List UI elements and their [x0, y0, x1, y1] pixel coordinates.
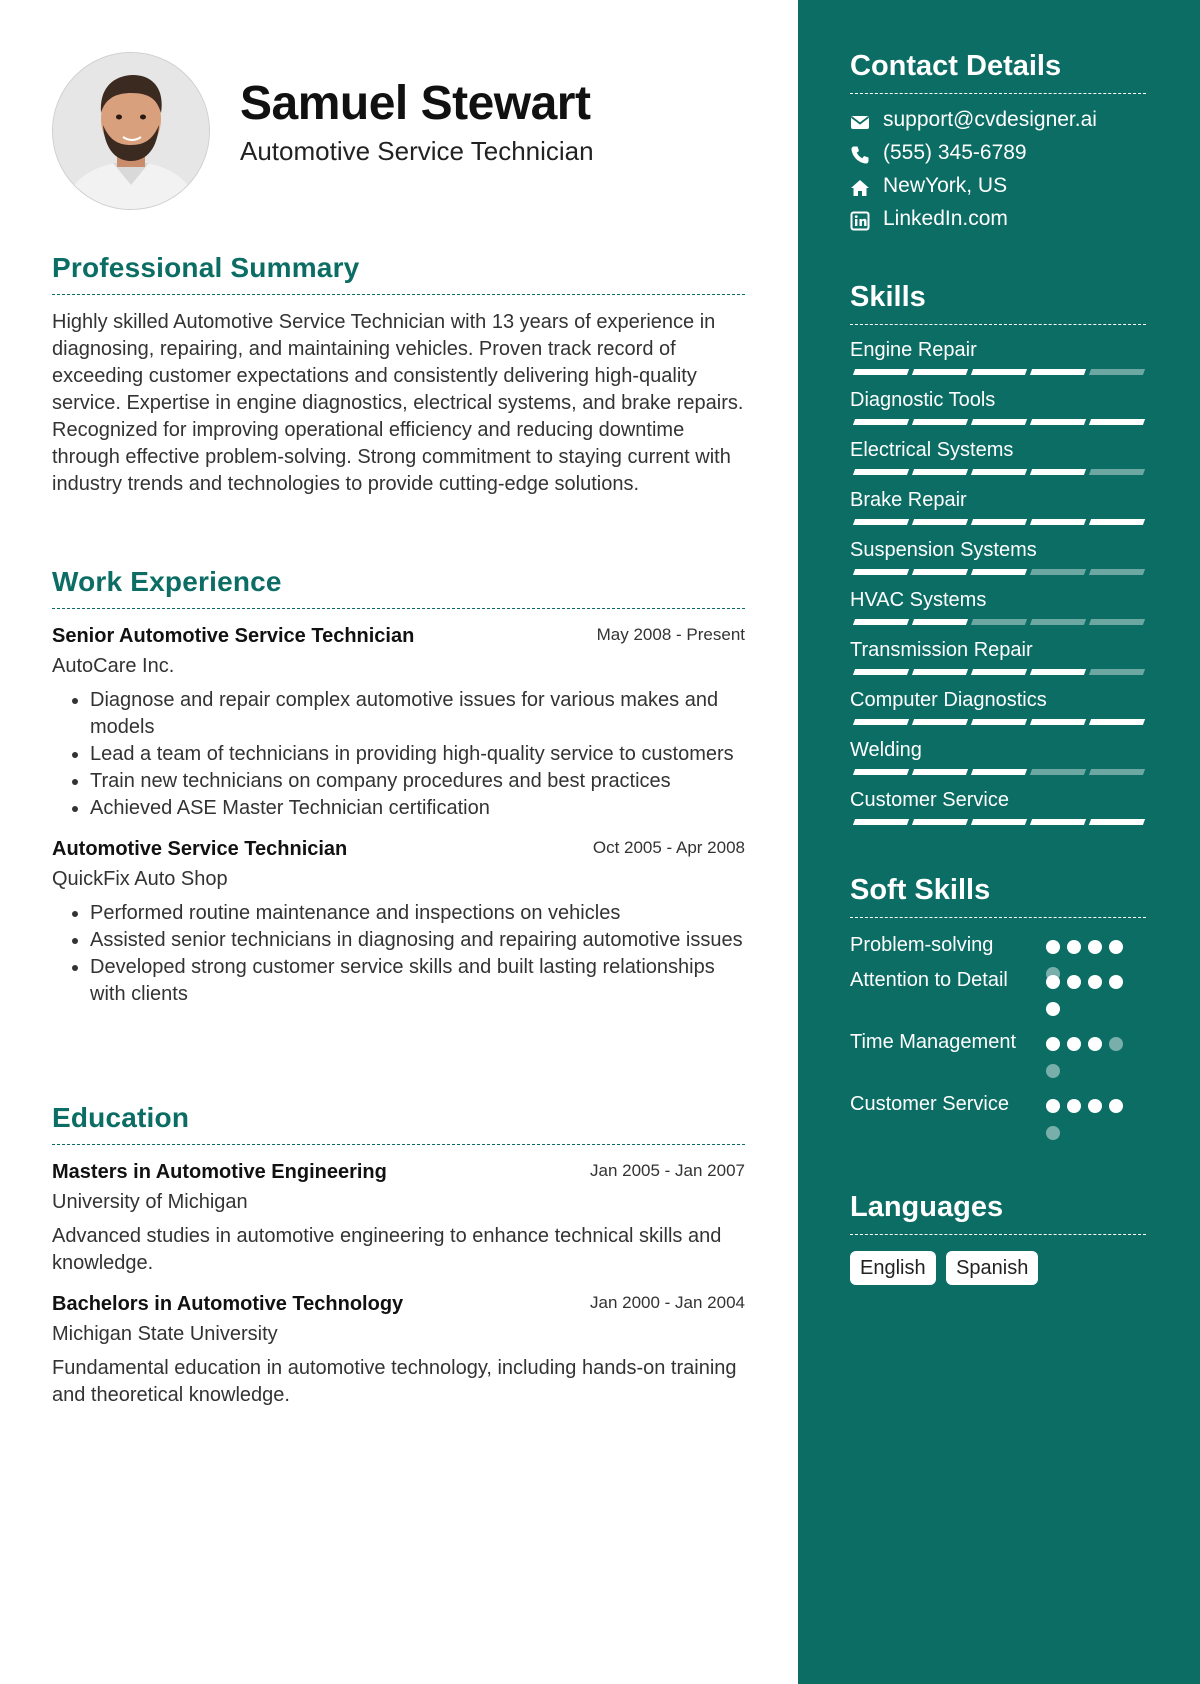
- skill-item: [850, 331, 1146, 381]
- rating-dot: [1109, 975, 1123, 989]
- skill-level-segment: [912, 669, 968, 675]
- skill-level-segment: [912, 819, 968, 825]
- skill-level-segment: [912, 619, 968, 625]
- skill-level-segment: [1030, 519, 1086, 525]
- section-heading: Professional Summary: [52, 252, 745, 295]
- skill-level-segment: [1089, 669, 1145, 675]
- education-dates: Jan 2000 - Jan 2004: [589, 1293, 745, 1312]
- skill-level-segment: [1089, 519, 1145, 525]
- envelope-icon: [850, 112, 870, 132]
- skill-name: Customer Service: [850, 789, 1009, 811]
- skill-name: Computer Diagnostics: [850, 689, 1047, 711]
- skill-name: Diagnostic Tools: [850, 389, 996, 411]
- education-entry: [52, 1161, 745, 1277]
- rating-dot: [1067, 940, 1081, 954]
- skill-level-segment: [971, 569, 1027, 575]
- skill-level-segment: [912, 519, 968, 525]
- skill-item: [850, 431, 1146, 481]
- skill-level-segment: [853, 369, 909, 375]
- rating-dot: [1046, 1099, 1060, 1113]
- summary-section: [52, 252, 745, 498]
- skill-level-bar: [852, 369, 1146, 375]
- skill-level-bar: [852, 569, 1146, 575]
- skill-level-segment: [1030, 769, 1086, 775]
- section-heading: Soft Skills: [850, 874, 1146, 918]
- skill-name: Electrical Systems: [850, 439, 1014, 461]
- skill-level-segment: [971, 419, 1027, 425]
- skill-level-bar: [852, 619, 1146, 625]
- contact-email[interactable]: [850, 108, 1146, 141]
- skill-level-segment: [853, 519, 909, 525]
- skill-level-segment: [1089, 569, 1145, 575]
- skill-level-segment: [912, 369, 968, 375]
- job-title: Automotive Service Technician: [52, 838, 348, 860]
- soft-skill-rating: [1046, 1099, 1136, 1169]
- skill-level-segment: [1030, 469, 1086, 475]
- list-item: • Achieved ASE Master Technician certification: [90, 795, 745, 822]
- skill-level-segment: [1030, 619, 1086, 625]
- skills-list: [850, 331, 1146, 831]
- candidate-name: Samuel Stewart: [240, 77, 591, 130]
- language-tag: English: [850, 1251, 936, 1285]
- skill-level-segment: [1089, 419, 1145, 425]
- job-entry: [52, 625, 745, 822]
- skill-level-segment: [1089, 619, 1145, 625]
- skill-level-segment: [853, 569, 909, 575]
- linkedin-icon: [850, 211, 870, 231]
- skill-level-segment: [1030, 819, 1086, 825]
- list-item: • Lead a team of technicians in providing high-quality service to customers: [90, 741, 745, 768]
- rating-dot: [1088, 1037, 1102, 1051]
- resume-header: [52, 52, 772, 212]
- rating-dot: [1046, 975, 1060, 989]
- skill-name: HVAC Systems: [850, 589, 987, 611]
- skill-level-segment: [1030, 369, 1086, 375]
- contact-section: [850, 50, 1146, 240]
- rating-dot: [1067, 1037, 1081, 1051]
- rating-dot: [1046, 1002, 1060, 1016]
- skill-level-segment: [1089, 369, 1145, 375]
- rating-dot: [1046, 1064, 1060, 1078]
- job-dates: Oct 2005 - Apr 2008: [592, 838, 745, 857]
- soft-skill-rating: [1046, 975, 1136, 1045]
- skill-level-segment: [912, 419, 968, 425]
- skill-item: [850, 731, 1146, 781]
- profile-photo-icon: [53, 53, 209, 209]
- phone-icon: [850, 145, 870, 165]
- job-company: AutoCare Inc.: [52, 655, 175, 677]
- rating-dot: [1046, 940, 1060, 954]
- skill-level-segment: [1089, 469, 1145, 475]
- rating-dot: [1088, 940, 1102, 954]
- contact-text: (555) 345-6789: [883, 141, 1027, 164]
- degree-title: Bachelors in Automotive Technology: [52, 1293, 404, 1315]
- skill-level-segment: [853, 719, 909, 725]
- rating-dot: [1109, 1037, 1123, 1051]
- skill-item: [850, 681, 1146, 731]
- languages-list: [850, 1251, 1146, 1285]
- skill-level-segment: [1030, 569, 1086, 575]
- sidebar: [798, 0, 1200, 1684]
- skill-item: [850, 381, 1146, 431]
- rating-dot: [1046, 1037, 1060, 1051]
- soft-skills-section: [850, 874, 1146, 1153]
- home-icon: [850, 178, 870, 198]
- soft-skill-rating: [1046, 1037, 1136, 1107]
- skill-level-bar: [852, 469, 1146, 475]
- skill-level-segment: [971, 619, 1027, 625]
- skill-item: [850, 781, 1146, 831]
- skill-name: Transmission Repair: [850, 639, 1033, 661]
- summary-text: Highly skilled Automotive Service Technician with 13 years of experience in diagnosing, repairing, and maintaining vehicles. Proven track record of exceeding customer expectations and consistently delivering high-quality service. Expertise in engine diagnostics, electrical systems, and brake repairs. Recognized for improving operational efficiency and reducing downtime through effective problem-solving. Strong commitment to staying current with industry trends and technologies to provide cutting-edge solutions.: [52, 311, 744, 495]
- section-heading: Contact Details: [850, 50, 1146, 94]
- avatar: [52, 52, 210, 210]
- rating-dot: [1088, 975, 1102, 989]
- skill-level-bar: [852, 419, 1146, 425]
- skill-level-bar: [852, 669, 1146, 675]
- job-company: QuickFix Auto Shop: [52, 868, 228, 890]
- contact-phone[interactable]: [850, 141, 1146, 174]
- skill-item: [850, 581, 1146, 631]
- skill-level-segment: [971, 519, 1027, 525]
- education-description: Advanced studies in automotive engineering to enhance technical skills and knowledge.: [52, 1225, 722, 1274]
- education-section: [52, 1102, 745, 1409]
- rating-dot: [1109, 940, 1123, 954]
- skill-level-segment: [853, 419, 909, 425]
- skill-level-segment: [971, 819, 1027, 825]
- skill-name: Welding: [850, 739, 922, 761]
- skill-item: [850, 481, 1146, 531]
- skill-name: Engine Repair: [850, 339, 977, 361]
- languages-section: [850, 1191, 1146, 1285]
- list-item: • Developed strong customer service skills and built lasting relationships with clients: [90, 954, 745, 1008]
- contact-text: NewYork, US: [883, 174, 1008, 197]
- list-item: • Assisted senior technicians in diagnosing and repairing automotive issues: [90, 927, 745, 954]
- soft-skills-list: [850, 932, 1146, 1153]
- school-name: Michigan State University: [52, 1323, 278, 1345]
- section-heading: Skills: [850, 281, 1146, 325]
- skill-level-segment: [971, 719, 1027, 725]
- skill-level-segment: [971, 369, 1027, 375]
- soft-skill-name: Customer Service: [850, 1093, 1009, 1115]
- skill-name: Suspension Systems: [850, 539, 1037, 561]
- skill-level-segment: [1089, 719, 1145, 725]
- skill-level-segment: [971, 769, 1027, 775]
- skill-name: Brake Repair: [850, 489, 967, 511]
- skill-level-segment: [1030, 719, 1086, 725]
- section-heading: Languages: [850, 1191, 1146, 1235]
- skill-level-segment: [1030, 669, 1086, 675]
- rating-dot: [1067, 1099, 1081, 1113]
- skill-level-segment: [1030, 419, 1086, 425]
- section-heading: Education: [52, 1102, 745, 1145]
- skill-level-bar: [852, 519, 1146, 525]
- skill-level-segment: [912, 719, 968, 725]
- skill-level-bar: [852, 819, 1146, 825]
- section-heading: Work Experience: [52, 566, 745, 609]
- contact-text: LinkedIn.com: [883, 207, 1008, 230]
- soft-skill-name: Time Management: [850, 1031, 1016, 1053]
- contact-text: support@cvdesigner.ai: [883, 108, 1097, 131]
- list-item: • Performed routine maintenance and inspections on vehicles: [90, 900, 745, 927]
- skill-level-segment: [912, 469, 968, 475]
- skill-level-segment: [912, 769, 968, 775]
- language-tag: Spanish: [946, 1251, 1038, 1285]
- skill-level-segment: [853, 769, 909, 775]
- candidate-title: Automotive Service Technician: [240, 136, 594, 166]
- education-entry: [52, 1293, 745, 1409]
- contact-location: [850, 174, 1146, 207]
- rating-dot: [1046, 1126, 1060, 1140]
- school-name: University of Michigan: [52, 1191, 248, 1213]
- skill-level-bar: [852, 769, 1146, 775]
- skill-level-segment: [853, 619, 909, 625]
- job-bullets: [52, 900, 745, 1008]
- skill-level-segment: [971, 469, 1027, 475]
- contact-linkedin[interactable]: [850, 207, 1146, 240]
- job-entry: [52, 838, 745, 1008]
- skill-level-segment: [912, 569, 968, 575]
- contact-list: [850, 108, 1146, 240]
- degree-title: Masters in Automotive Engineering: [52, 1161, 387, 1183]
- skill-item: [850, 531, 1146, 581]
- skill-level-segment: [1089, 819, 1145, 825]
- skill-level-segment: [853, 669, 909, 675]
- soft-skill-name: Attention to Detail: [850, 969, 1008, 991]
- education-dates: Jan 2005 - Jan 2007: [589, 1161, 745, 1180]
- skill-level-segment: [853, 819, 909, 825]
- rating-dot: [1067, 975, 1081, 989]
- skill-item: [850, 631, 1146, 681]
- skill-level-segment: [1089, 769, 1145, 775]
- education-description: Fundamental education in automotive technology, including hands-on training and theoretical knowledge.: [52, 1357, 737, 1406]
- skills-section: [850, 281, 1146, 831]
- experience-section: [52, 566, 745, 1008]
- skill-level-segment: [971, 669, 1027, 675]
- job-title: Senior Automotive Service Technician: [52, 625, 415, 647]
- list-item: • Train new technicians on company procedures and best practices: [90, 768, 745, 795]
- list-item: • Diagnose and repair complex automotive issues for various makes and models: [90, 687, 745, 741]
- job-dates: May 2008 - Present: [596, 625, 745, 644]
- job-bullets: [52, 687, 745, 822]
- rating-dot: [1088, 1099, 1102, 1113]
- soft-skill-name: Problem-solving: [850, 934, 994, 956]
- skill-level-segment: [853, 469, 909, 475]
- skill-level-bar: [852, 719, 1146, 725]
- rating-dot: [1109, 1099, 1123, 1113]
